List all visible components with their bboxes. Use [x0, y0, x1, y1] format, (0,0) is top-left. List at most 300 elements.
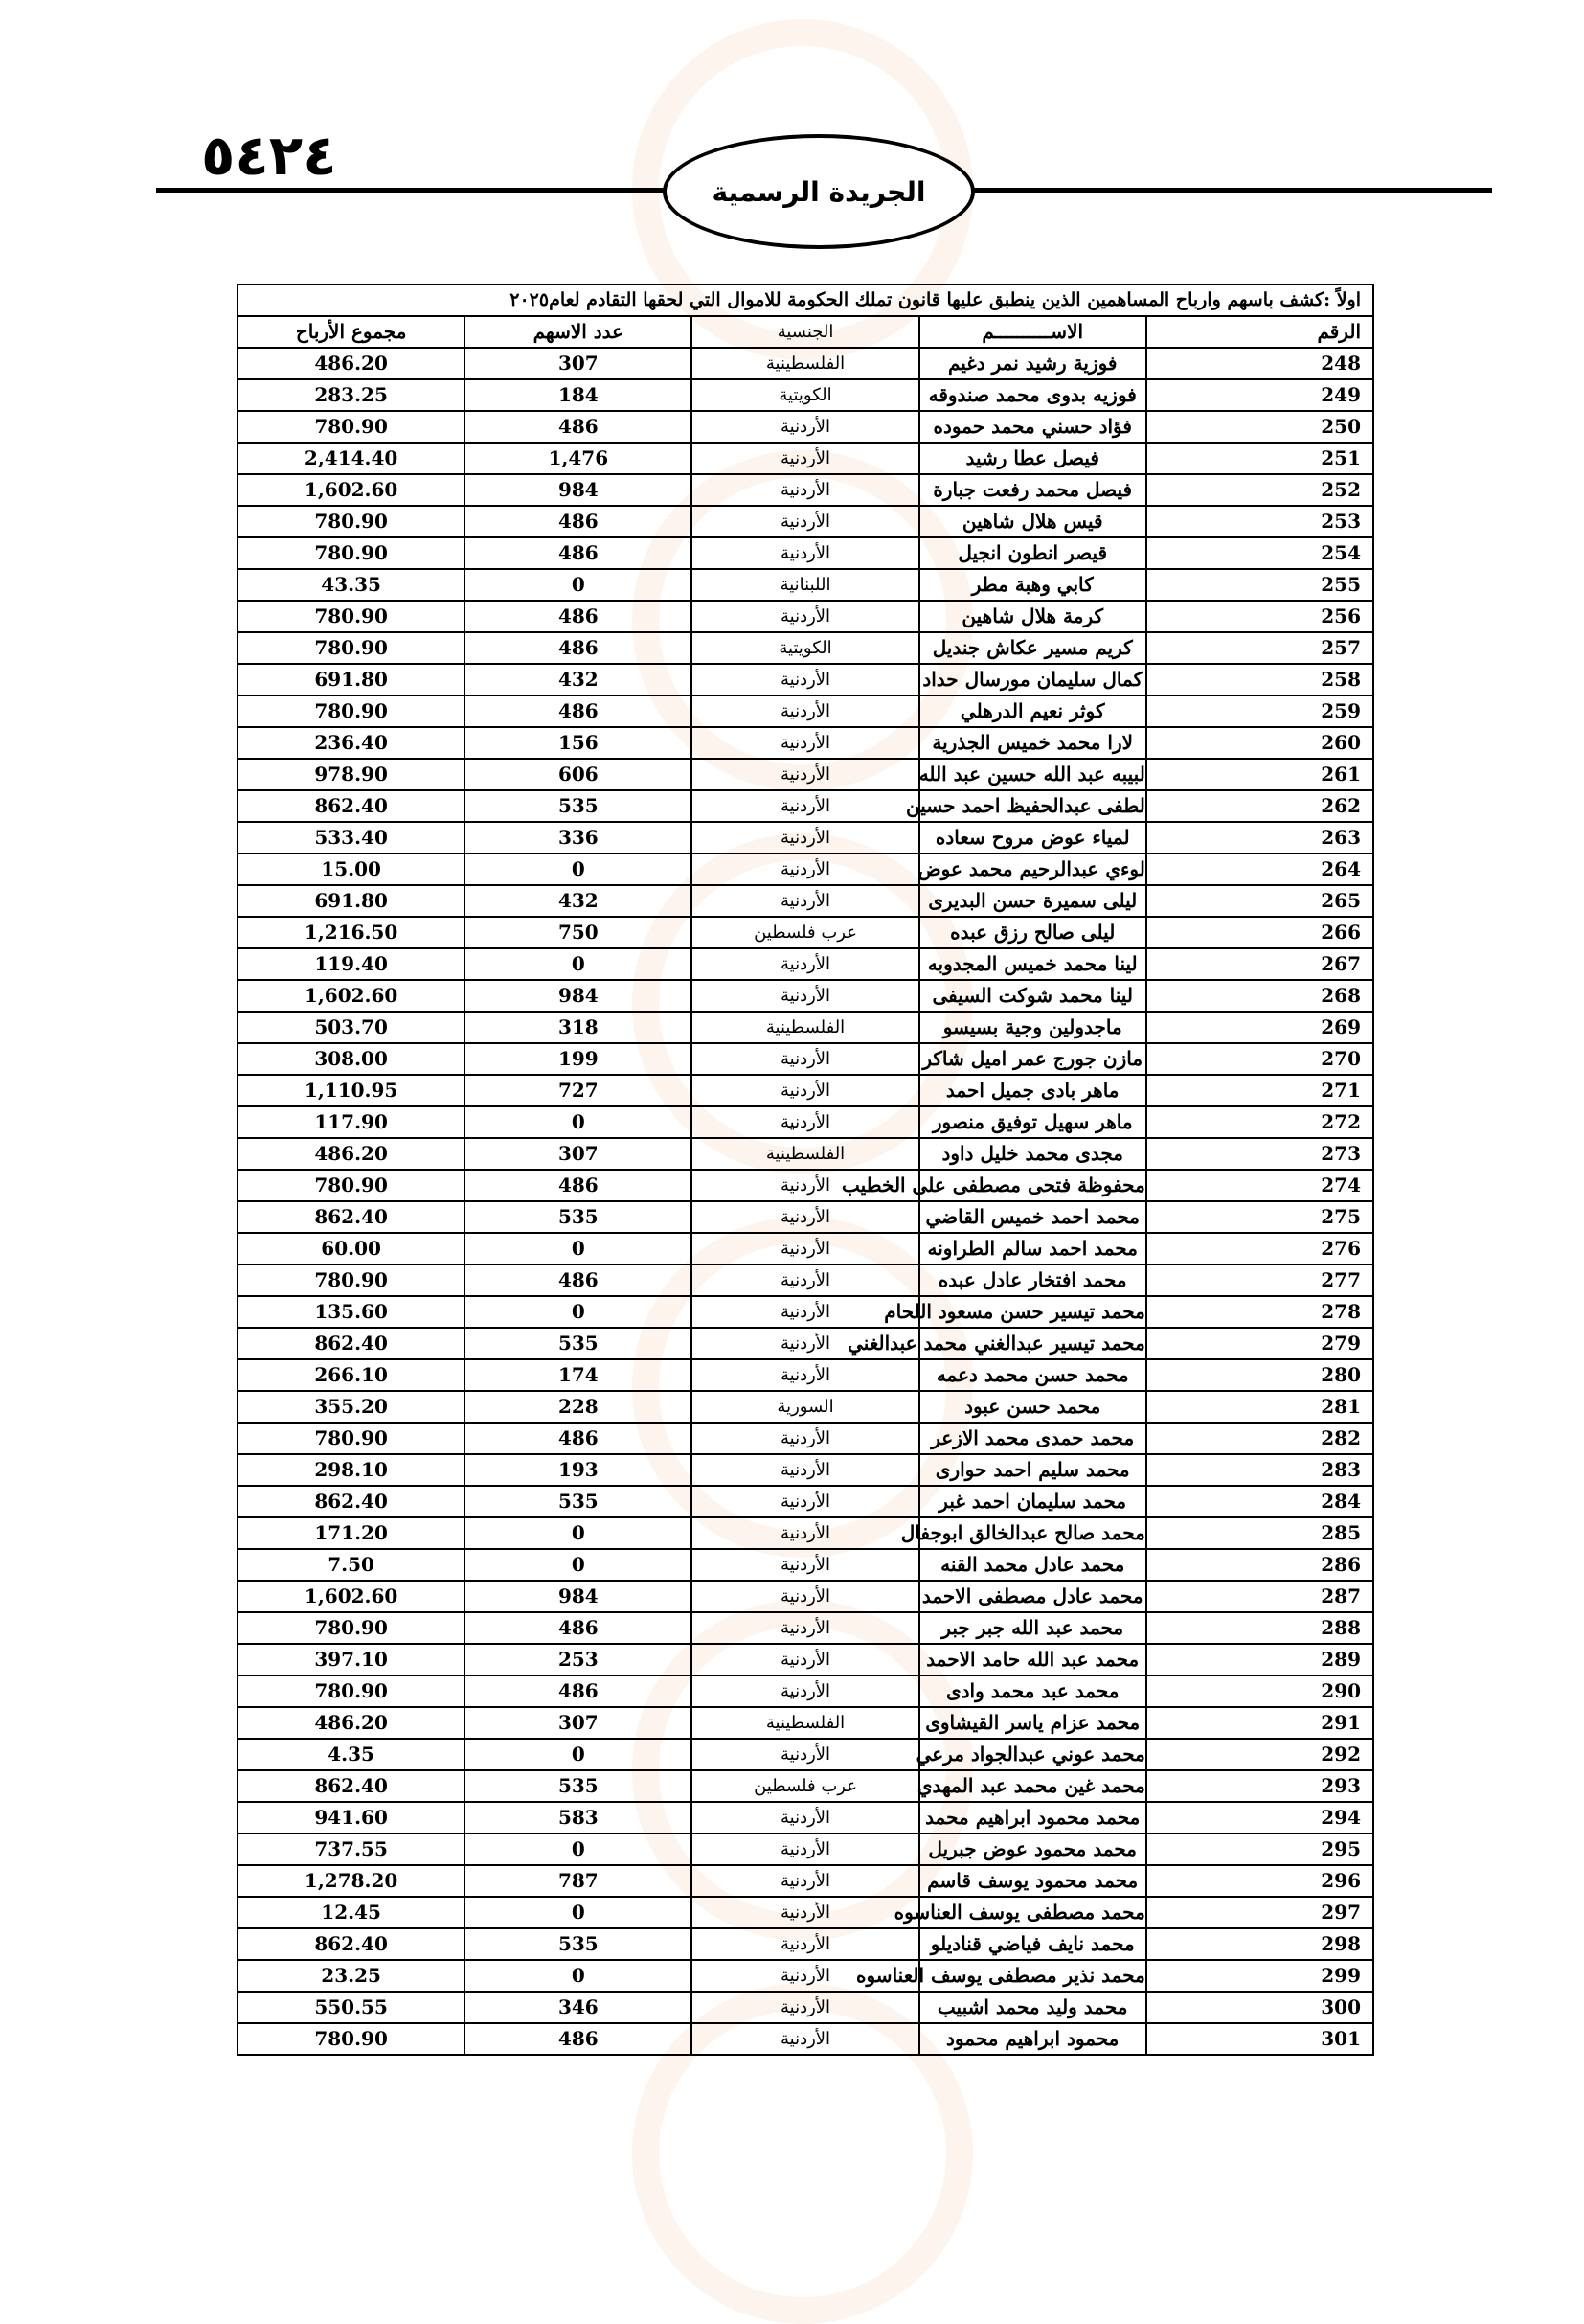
nationality: الأردنية: [691, 759, 918, 790]
total-profits: 1,110.95: [238, 1075, 464, 1106]
nationality: الأردنية: [691, 1328, 918, 1359]
row-number: 261: [1146, 759, 1373, 790]
table-row: [238, 1581, 1373, 1612]
row-number: 279: [1146, 1328, 1373, 1359]
nationality: الأردنية: [691, 1359, 918, 1391]
table-row: [238, 1106, 1373, 1138]
table-row: [238, 443, 1373, 474]
row-number: 294: [1146, 1802, 1373, 1834]
share-count: 486: [464, 695, 691, 727]
total-profits: 486.20: [238, 1138, 464, 1170]
total-profits: 15.00: [238, 854, 464, 885]
total-profits: 1,602.60: [238, 1581, 464, 1612]
table-row: [238, 1296, 1373, 1328]
share-count: 0: [464, 569, 691, 601]
shareholder-name: فيصل عطا رشيد: [919, 443, 1146, 474]
nationality: الأردنية: [691, 1454, 918, 1486]
nationality: عرب فلسطين: [691, 917, 918, 948]
table-row: [238, 1359, 1373, 1391]
share-count: 486: [464, 1675, 691, 1707]
row-number: 298: [1146, 1928, 1373, 1960]
row-number: 283: [1146, 1454, 1373, 1486]
total-profits: 119.40: [238, 948, 464, 980]
total-profits: 780.90: [238, 1265, 464, 1296]
row-number: 270: [1146, 1043, 1373, 1075]
row-number: 266: [1146, 917, 1373, 948]
row-number: 253: [1146, 506, 1373, 537]
shareholder-name: لوءي عبدالرحيم محمد عوض: [919, 854, 1146, 885]
table-row: [238, 1992, 1373, 2023]
share-count: 346: [464, 1992, 691, 2023]
row-number: 264: [1146, 854, 1373, 885]
row-number: 259: [1146, 695, 1373, 727]
table-row: [238, 632, 1373, 664]
share-count: 486: [464, 1265, 691, 1296]
total-profits: 503.70: [238, 1012, 464, 1043]
share-count: 432: [464, 664, 691, 695]
row-number: 272: [1146, 1106, 1373, 1138]
journal-title: الجريدة الرسمية: [663, 134, 975, 249]
table-row: [238, 1960, 1373, 1992]
table-row: [238, 885, 1373, 917]
row-number: 278: [1146, 1296, 1373, 1328]
nationality: الأردنية: [691, 1644, 918, 1675]
total-profits: 171.20: [238, 1517, 464, 1549]
total-profits: 355.20: [238, 1391, 464, 1423]
total-profits: 780.90: [238, 537, 464, 569]
total-profits: 862.40: [238, 1486, 464, 1517]
nationality: الأردنية: [691, 1075, 918, 1106]
share-count: 307: [464, 348, 691, 379]
shareholder-name: كريم مسير عكاش جنديل: [919, 632, 1146, 664]
table-row: [238, 1928, 1373, 1960]
share-count: 486: [464, 506, 691, 537]
nationality: الأردنية: [691, 1296, 918, 1328]
total-profits: 862.40: [238, 1328, 464, 1359]
shareholder-name: مجدى محمد خليل داود: [919, 1138, 1146, 1170]
table-row: [238, 1739, 1373, 1770]
share-count: 0: [464, 1106, 691, 1138]
nationality: الأردنية: [691, 1612, 918, 1644]
table-row: [238, 1897, 1373, 1928]
share-count: 0: [464, 1517, 691, 1549]
shareholder-name: محمد صالح عبدالخالق ابوجفال: [919, 1517, 1146, 1549]
table-row: [238, 727, 1373, 759]
table-row: [238, 822, 1373, 854]
shareholder-name: ليلى صالح رزق عبده: [919, 917, 1146, 948]
share-count: 318: [464, 1012, 691, 1043]
nationality: الأردنية: [691, 1928, 918, 1960]
share-count: 486: [464, 537, 691, 569]
row-number: 257: [1146, 632, 1373, 664]
share-count: 787: [464, 1865, 691, 1897]
table-row: [238, 1549, 1373, 1581]
share-count: 535: [464, 1770, 691, 1802]
share-count: 486: [464, 1170, 691, 1201]
row-number: 276: [1146, 1233, 1373, 1265]
total-profits: 533.40: [238, 822, 464, 854]
shareholder-name: محمد تيسير حسن مسعود اللحام: [919, 1296, 1146, 1328]
shareholder-name: محمود ابراهيم محمود: [919, 2023, 1146, 2055]
total-profits: 266.10: [238, 1359, 464, 1391]
nationality: اللبنانية: [691, 569, 918, 601]
nationality: الأردنية: [691, 506, 918, 537]
share-count: 535: [464, 790, 691, 822]
nationality: الأردنية: [691, 1423, 918, 1454]
shareholder-name: كرمة هلال شاهين: [919, 601, 1146, 632]
nationality: الأردنية: [691, 948, 918, 980]
total-profits: 60.00: [238, 1233, 464, 1265]
table-row: [238, 1770, 1373, 1802]
total-profits: 23.25: [238, 1960, 464, 1992]
shareholder-name: محمد وليد محمد اشبيب: [919, 1992, 1146, 2023]
total-profits: 135.60: [238, 1296, 464, 1328]
share-count: 486: [464, 601, 691, 632]
nationality: الأردنية: [691, 1897, 918, 1928]
total-profits: 780.90: [238, 2023, 464, 2055]
shareholder-name: محمد عبد محمد وادى: [919, 1675, 1146, 1707]
share-count: 199: [464, 1043, 691, 1075]
row-number: 277: [1146, 1265, 1373, 1296]
nationality: الأردنية: [691, 1265, 918, 1296]
nationality: الأردنية: [691, 1802, 918, 1834]
table-row: [238, 411, 1373, 443]
total-profits: 1,602.60: [238, 980, 464, 1012]
table-row: [238, 1454, 1373, 1486]
shareholder-name: محمد سليمان احمد غبر: [919, 1486, 1146, 1517]
table-caption: اولاً :كشف باسهم وارباح المساهمين الذين ينطبق عليها قانون تملك الحكومة للاموال التي لحقها التقادم لعام٢٠٢٥: [238, 285, 1373, 316]
nationality: الأردنية: [691, 1834, 918, 1865]
table-row: [238, 348, 1373, 379]
share-count: 0: [464, 1834, 691, 1865]
row-number: 299: [1146, 1960, 1373, 1992]
table-row: [238, 1486, 1373, 1517]
share-count: 0: [464, 948, 691, 980]
row-number: 293: [1146, 1770, 1373, 1802]
share-count: 984: [464, 1581, 691, 1612]
shareholder-name: محمد نذير مصطفى يوسف العناسوه: [919, 1960, 1146, 1992]
header-name: الاســــــــــم: [919, 316, 1146, 348]
nationality: الفلسطينية: [691, 1138, 918, 1170]
table-row: [238, 1675, 1373, 1707]
total-profits: 43.35: [238, 569, 464, 601]
row-number: 297: [1146, 1897, 1373, 1928]
nationality: الأردنية: [691, 601, 918, 632]
share-count: 727: [464, 1075, 691, 1106]
row-number: 289: [1146, 1644, 1373, 1675]
table-row: [238, 664, 1373, 695]
share-count: 486: [464, 1612, 691, 1644]
share-count: 486: [464, 411, 691, 443]
row-number: 249: [1146, 379, 1373, 411]
shareholder-name: محمد سليم احمد حوارى: [919, 1454, 1146, 1486]
shareholder-name: محمد محمود ابراهيم محمد: [919, 1802, 1146, 1834]
table-row: [238, 601, 1373, 632]
table-row: [238, 1201, 1373, 1233]
shareholder-name: لمياء عوض مروح سعاده: [919, 822, 1146, 854]
share-count: 535: [464, 1201, 691, 1233]
share-count: 606: [464, 759, 691, 790]
total-profits: 780.90: [238, 1170, 464, 1201]
nationality: الأردنية: [691, 1549, 918, 1581]
table-row: [238, 980, 1373, 1012]
row-number: 271: [1146, 1075, 1373, 1106]
header-nationality: الجنسية: [691, 316, 918, 348]
total-profits: 283.25: [238, 379, 464, 411]
table-row: [238, 537, 1373, 569]
nationality: الأردنية: [691, 1992, 918, 2023]
share-count: 535: [464, 1486, 691, 1517]
table-row: [238, 1423, 1373, 1454]
nationality: الأردنية: [691, 980, 918, 1012]
share-count: 0: [464, 854, 691, 885]
shareholder-name: محمد عادل مصطفى الاحمد: [919, 1581, 1146, 1612]
share-count: 0: [464, 1549, 691, 1581]
share-count: 750: [464, 917, 691, 948]
row-number: 254: [1146, 537, 1373, 569]
total-profits: 862.40: [238, 1770, 464, 1802]
row-number: 273: [1146, 1138, 1373, 1170]
table-row: [238, 759, 1373, 790]
total-profits: 780.90: [238, 601, 464, 632]
shareholder-name: محمد محمود عوض جبريل: [919, 1834, 1146, 1865]
table-row: [238, 1075, 1373, 1106]
table-row: [238, 1644, 1373, 1675]
shareholder-name: محمد تيسير عبدالغني محمد عبدالغني: [919, 1328, 1146, 1359]
total-profits: 780.90: [238, 1675, 464, 1707]
table-row: [238, 569, 1373, 601]
nationality: الأردنية: [691, 1865, 918, 1897]
nationality: الأردنية: [691, 822, 918, 854]
row-number: 281: [1146, 1391, 1373, 1423]
total-profits: 1,216.50: [238, 917, 464, 948]
shareholder-name: محمد عبد الله حامد الاحمد: [919, 1644, 1146, 1675]
total-profits: 737.55: [238, 1834, 464, 1865]
row-number: 288: [1146, 1612, 1373, 1644]
row-number: 262: [1146, 790, 1373, 822]
total-profits: 691.80: [238, 885, 464, 917]
shareholder-name: محمد حسن عبود: [919, 1391, 1146, 1423]
nationality: الكويتية: [691, 379, 918, 411]
nationality: الكويتية: [691, 632, 918, 664]
share-count: 253: [464, 1644, 691, 1675]
share-count: 0: [464, 1739, 691, 1770]
shareholder-name: قيصر انطون انجيل: [919, 537, 1146, 569]
row-number: 284: [1146, 1486, 1373, 1517]
total-profits: 117.90: [238, 1106, 464, 1138]
shareholder-name: محمد عوني عبدالجواد مرعي: [919, 1739, 1146, 1770]
row-number: 292: [1146, 1739, 1373, 1770]
table-caption-row: [238, 285, 1373, 316]
share-count: 984: [464, 980, 691, 1012]
share-count: 0: [464, 1296, 691, 1328]
share-count: 486: [464, 632, 691, 664]
share-count: 535: [464, 1328, 691, 1359]
nationality: السورية: [691, 1391, 918, 1423]
shareholder-name: محمد محمود يوسف قاسم: [919, 1865, 1146, 1897]
total-profits: 7.50: [238, 1549, 464, 1581]
table-row: [238, 1233, 1373, 1265]
share-count: 174: [464, 1359, 691, 1391]
row-number: 296: [1146, 1865, 1373, 1897]
share-count: 228: [464, 1391, 691, 1423]
nationality: الأردنية: [691, 537, 918, 569]
nationality: الأردنية: [691, 1106, 918, 1138]
row-number: 255: [1146, 569, 1373, 601]
row-number: 248: [1146, 348, 1373, 379]
table-row: [238, 1834, 1373, 1865]
row-number: 269: [1146, 1012, 1373, 1043]
nationality: الأردنية: [691, 854, 918, 885]
shareholder-name: محمد احمد سالم الطراونه: [919, 1233, 1146, 1265]
share-count: 336: [464, 822, 691, 854]
row-number: 265: [1146, 885, 1373, 917]
shareholder-name: لبيبه عبد الله حسين عبد الله: [919, 759, 1146, 790]
nationality: الأردنية: [691, 1960, 918, 1992]
table-row: [238, 1612, 1373, 1644]
total-profits: 1,602.60: [238, 474, 464, 506]
row-number: 275: [1146, 1201, 1373, 1233]
shareholder-name: محمد مصطفى يوسف العناسوه: [919, 1897, 1146, 1928]
total-profits: 486.20: [238, 348, 464, 379]
shareholder-name: فوزية رشيد نمر دغيم: [919, 348, 1146, 379]
nationality: الأردنية: [691, 443, 918, 474]
row-number: 280: [1146, 1359, 1373, 1391]
shareholder-name: قيس هلال شاهين: [919, 506, 1146, 537]
shareholder-name: ماجدولين وجية بسيسو: [919, 1012, 1146, 1043]
table-row: [238, 1707, 1373, 1739]
shareholder-name: لينا محمد خميس المجدوبه: [919, 948, 1146, 980]
table-header-row: [238, 316, 1373, 348]
nationality: الأردنية: [691, 1043, 918, 1075]
share-count: 156: [464, 727, 691, 759]
row-number: 290: [1146, 1675, 1373, 1707]
share-count: 432: [464, 885, 691, 917]
total-profits: 550.55: [238, 1992, 464, 2023]
table-row: [238, 1328, 1373, 1359]
row-number: 291: [1146, 1707, 1373, 1739]
shareholder-name: لينا محمد شوكت السيفى: [919, 980, 1146, 1012]
total-profits: 941.60: [238, 1802, 464, 1834]
nationality: عرب فلسطين: [691, 1770, 918, 1802]
total-profits: 862.40: [238, 790, 464, 822]
shareholder-name: محمد عزام ياسر القيشاوى: [919, 1707, 1146, 1739]
shareholder-name: ماهر سهيل توفيق منصور: [919, 1106, 1146, 1138]
share-count: 486: [464, 2023, 691, 2055]
row-number: 286: [1146, 1549, 1373, 1581]
nationality: الأردنية: [691, 1170, 918, 1201]
share-count: 583: [464, 1802, 691, 1834]
header-profits: مجموع الأرباح: [238, 316, 464, 348]
total-profits: 780.90: [238, 695, 464, 727]
table-row: [238, 917, 1373, 948]
nationality: الأردنية: [691, 1739, 918, 1770]
table-row: [238, 1012, 1373, 1043]
total-profits: 780.90: [238, 506, 464, 537]
shareholder-name: لارا محمد خميس الجذرية: [919, 727, 1146, 759]
table-row: [238, 1265, 1373, 1296]
shareholder-name: محمد حمدى محمد الازعر: [919, 1423, 1146, 1454]
row-number: 256: [1146, 601, 1373, 632]
row-number: 282: [1146, 1423, 1373, 1454]
total-profits: 780.90: [238, 1612, 464, 1644]
share-count: 0: [464, 1960, 691, 1992]
share-count: 184: [464, 379, 691, 411]
nationality: الأردنية: [691, 727, 918, 759]
total-profits: 486.20: [238, 1707, 464, 1739]
total-profits: 978.90: [238, 759, 464, 790]
table-row: [238, 1138, 1373, 1170]
share-count: 486: [464, 1423, 691, 1454]
shareholder-name: فؤاد حسني محمد حموده: [919, 411, 1146, 443]
shareholder-name: محمد عادل محمد القنه: [919, 1549, 1146, 1581]
table-row: [238, 474, 1373, 506]
row-number: 263: [1146, 822, 1373, 854]
table-row: [238, 1802, 1373, 1834]
share-count: 307: [464, 1138, 691, 1170]
nationality: الأردنية: [691, 474, 918, 506]
nationality: الأردنية: [691, 411, 918, 443]
nationality: الأردنية: [691, 1233, 918, 1265]
shareholder-name: مازن جورج عمر اميل شاكر: [919, 1043, 1146, 1075]
share-count: 984: [464, 474, 691, 506]
total-profits: 691.80: [238, 664, 464, 695]
table-row: [238, 1043, 1373, 1075]
table-row: [238, 695, 1373, 727]
nationality: الأردنية: [691, 664, 918, 695]
nationality: الأردنية: [691, 885, 918, 917]
row-number: 300: [1146, 1992, 1373, 2023]
share-count: 1,476: [464, 443, 691, 474]
total-profits: 397.10: [238, 1644, 464, 1675]
nationality: الأردنية: [691, 1675, 918, 1707]
total-profits: 4.35: [238, 1739, 464, 1770]
table-row: [238, 1170, 1373, 1201]
row-number: 295: [1146, 1834, 1373, 1865]
row-number: 250: [1146, 411, 1373, 443]
share-count: 0: [464, 1897, 691, 1928]
shareholder-name: محمد غين محمد عبد المهدي: [919, 1770, 1146, 1802]
nationality: الفلسطينية: [691, 1012, 918, 1043]
page-number: ٥٤٢٤: [201, 123, 337, 188]
row-number: 260: [1146, 727, 1373, 759]
table-row: [238, 948, 1373, 980]
total-profits: 12.45: [238, 1897, 464, 1928]
nationality: الفلسطينية: [691, 348, 918, 379]
row-number: 287: [1146, 1581, 1373, 1612]
nationality: الأردنية: [691, 1517, 918, 1549]
total-profits: 862.40: [238, 1201, 464, 1233]
shareholder-name: فوزيه بدوى محمد صندوقه: [919, 379, 1146, 411]
row-number: 268: [1146, 980, 1373, 1012]
share-count: 535: [464, 1928, 691, 1960]
total-profits: 780.90: [238, 1423, 464, 1454]
shareholder-name: محفوظة فتحى مصطفى على الخطيب: [919, 1170, 1146, 1201]
total-profits: 780.90: [238, 411, 464, 443]
shareholder-name: ماهر بادى جميل احمد: [919, 1075, 1146, 1106]
total-profits: 1,278.20: [238, 1865, 464, 1897]
row-number: 274: [1146, 1170, 1373, 1201]
nationality: الأردنية: [691, 695, 918, 727]
nationality: الأردنية: [691, 1486, 918, 1517]
shareholder-name: كوثر نعيم الدرهلي: [919, 695, 1146, 727]
table-body: [238, 348, 1373, 2055]
share-count: 193: [464, 1454, 691, 1486]
header-number: الرقم: [1146, 316, 1373, 348]
shareholder-name: محمد افتخار عادل عبده: [919, 1265, 1146, 1296]
nationality: الأردنية: [691, 1201, 918, 1233]
share-count: 0: [464, 1233, 691, 1265]
